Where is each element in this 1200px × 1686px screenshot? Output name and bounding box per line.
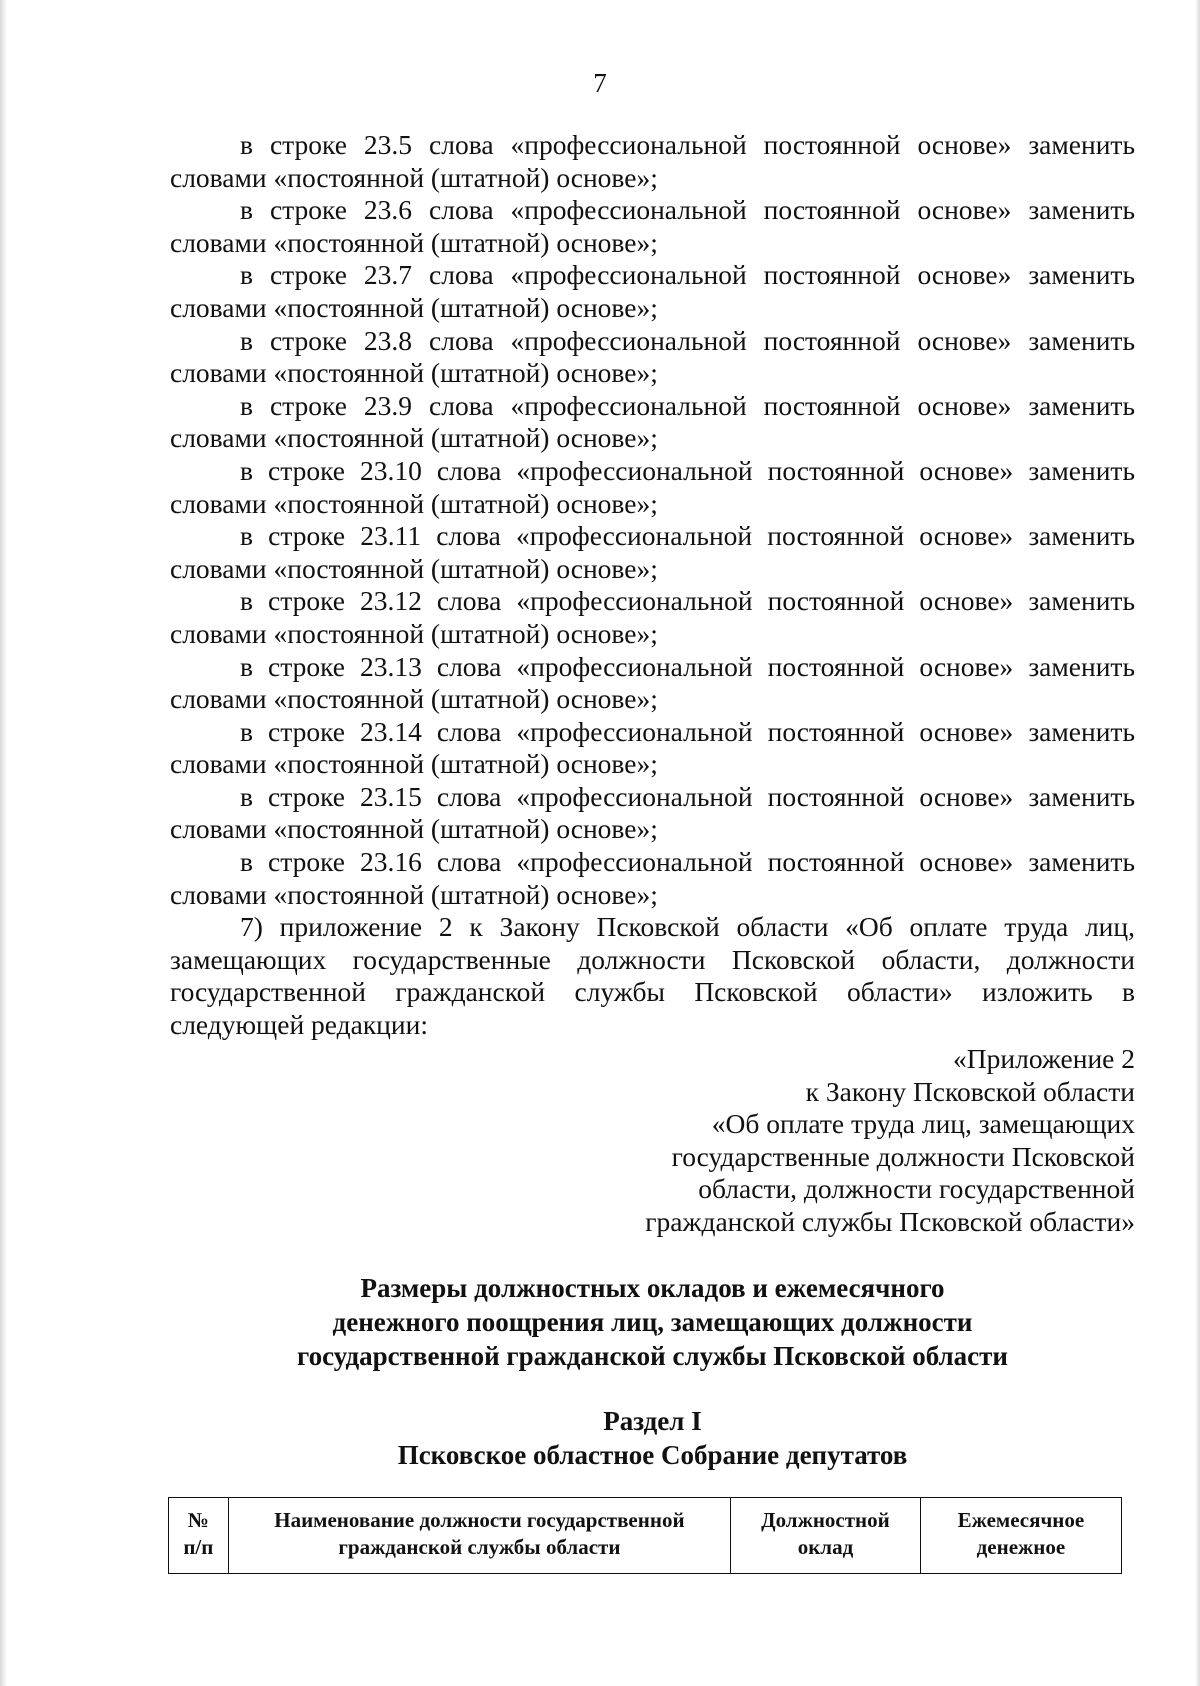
amendment-item <box>170 259 1135 324</box>
salary-table-grid <box>168 1497 1122 1574</box>
amendment-item <box>170 390 1135 455</box>
header-number-line2: п/п <box>183 1535 214 1559</box>
salary-table <box>168 1497 1122 1574</box>
item-7-line: замещающих государственные должности Псковской области, должности <box>170 943 1135 975</box>
amendment-line-2: словами «постоянной (штатной) основе»; <box>170 161 658 193</box>
amendment-line-2: словами «постоянной (штатной) основе»; <box>170 748 658 780</box>
section-title: Раздел I <box>603 1406 702 1436</box>
appendix-header-line: государственные должности Псковской <box>671 1140 1135 1172</box>
amendment-line-2: словами «постоянной (штатной) основе»; <box>170 291 658 323</box>
amendment-line-1: в строке 23.16 слова «профессиональной постоянной основе» заменить <box>240 846 1135 878</box>
amendment-line-1: в строке 23.6 слова «профессиональной постоянной основе» заменить <box>240 194 1135 226</box>
amendment-list <box>170 129 1135 1042</box>
amendment-item <box>170 194 1135 259</box>
header-bonus-line2: денежное <box>976 1535 1066 1559</box>
amendment-item <box>170 520 1135 585</box>
amendment-line-1: в строке 23.10 слова «профессиональной постоянной основе» заменить <box>240 454 1135 486</box>
amendment-item <box>170 651 1135 716</box>
header-salary <box>731 1498 921 1574</box>
header-position-line2: гражданской службы области <box>338 1535 621 1559</box>
heading-line: денежного поощрения лиц, замещающих должности <box>332 1307 973 1337</box>
amendment-line-1: в строке 23.9 слова «профессиональной постоянной основе» заменить <box>240 389 1135 421</box>
header-salary-line2: оклад <box>797 1535 854 1559</box>
appendix-header-line: «Приложение 2 <box>953 1043 1135 1074</box>
item-7-paragraph <box>170 911 1135 1041</box>
amendment-item <box>170 129 1135 194</box>
header-number-line1: № <box>187 1508 209 1532</box>
amendment-item <box>170 716 1135 781</box>
header-position-name <box>228 1498 730 1574</box>
amendment-line-2: словами «постоянной (штатной) основе»; <box>170 422 658 454</box>
amendment-line-1: в строке 23.7 слова «профессиональной постоянной основе» заменить <box>240 259 1135 291</box>
amendment-line-1: в строке 23.11 слова «профессиональной постоянной основе» заменить <box>240 520 1135 552</box>
header-bonus-line1: Ежемесячное <box>957 1508 1085 1532</box>
amendment-line-1: в строке 23.13 слова «профессиональной постоянной основе» заменить <box>240 650 1135 682</box>
amendment-line-2: словами «постоянной (штатной) основе»; <box>170 552 658 584</box>
amendment-item <box>170 455 1135 520</box>
header-monthly-bonus <box>920 1498 1121 1574</box>
amendment-item <box>170 846 1135 911</box>
appendix-header-line: к Закону Псковской области <box>805 1075 1135 1107</box>
appendix-header-line: «Об оплате труда лиц, замещающих <box>711 1108 1135 1140</box>
amendment-item <box>170 781 1135 846</box>
appendix-header-line: гражданской службы Псковской области» <box>645 1205 1135 1237</box>
amendment-item <box>170 585 1135 650</box>
amendment-line-2: словами «постоянной (штатной) основе»; <box>170 878 658 910</box>
header-number <box>169 1498 229 1574</box>
appendix-header-line: области, должности государственной <box>698 1173 1135 1205</box>
header-position-line1: Наименование должности государственной <box>274 1508 685 1532</box>
amendment-line-2: словами «постоянной (штатной) основе»; <box>170 487 658 519</box>
amendment-line-1: в строке 23.12 слова «профессиональной постоянной основе» заменить <box>240 585 1135 617</box>
amendment-item <box>170 325 1135 390</box>
item-7-line: государственной гражданской службы Псковской области» изложить в <box>170 976 1135 1008</box>
heading-line: государственной гражданской службы Псковской области <box>296 1341 1008 1371</box>
amendment-line-1: в строке 23.5 слова «профессиональной постоянной основе» заменить <box>240 129 1135 160</box>
amendment-line-1: в строке 23.15 слова «профессиональной постоянной основе» заменить <box>240 780 1135 812</box>
table-header-row <box>169 1498 1122 1574</box>
amendment-line-2: словами «постоянной (штатной) основе»; <box>170 357 658 389</box>
section-heading <box>170 1404 1135 1472</box>
amendment-line-2: словами «постоянной (штатной) основе»; <box>170 813 658 845</box>
heading-line: Размеры должностных окладов и ежемесячного <box>360 1273 945 1303</box>
amendment-line-1: в строке 23.8 слова «профессиональной постоянной основе» заменить <box>240 324 1135 356</box>
appendix-header <box>540 1043 1135 1239</box>
header-salary-line1: Должностной <box>761 1508 890 1532</box>
scan-edge-left <box>0 0 7 1686</box>
amendment-line-1: в строке 23.14 слова «профессиональной постоянной основе» заменить <box>240 715 1135 747</box>
amendment-line-2: словами «постоянной (штатной) основе»; <box>170 226 658 258</box>
item-7-line: 7) приложение 2 к Закону Псковской области «Об оплате труда лиц, <box>240 911 1135 943</box>
scan-edge-right <box>1195 0 1200 1686</box>
section-subtitle: Псковское областное Собрание депутатов <box>397 1440 908 1470</box>
amendment-line-2: словами «постоянной (штатной) основе»; <box>170 617 658 649</box>
amendment-line-2: словами «постоянной (штатной) основе»; <box>170 683 658 715</box>
page-number: 7 <box>593 68 607 98</box>
document-heading <box>170 1271 1135 1373</box>
item-7-line: следующей редакции: <box>170 1009 428 1041</box>
